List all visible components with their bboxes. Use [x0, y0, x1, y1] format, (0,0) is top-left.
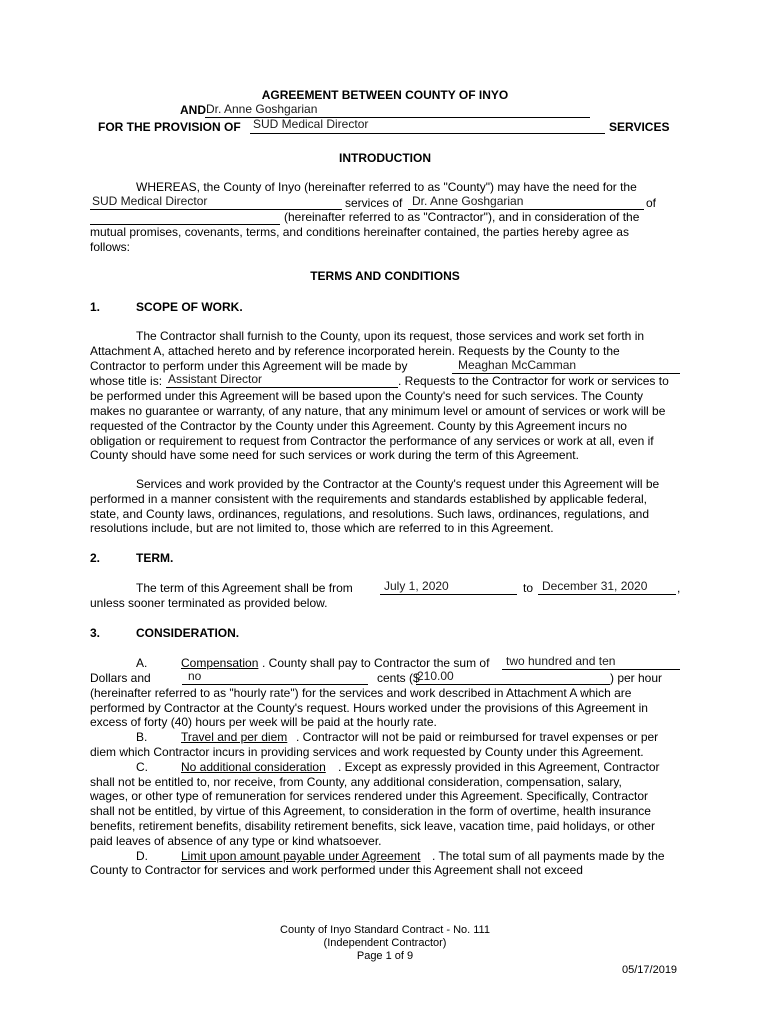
limit-line-2: County to Contractor for services and work performed under this Agreement shall not exceed: [90, 863, 583, 877]
s1-p1-line-1: The Contractor shall furnish to the County, upon its request, those services and work set forth in: [136, 329, 645, 343]
agreement-title: AGREEMENT BETWEEN COUNTY OF INYO: [261, 88, 509, 102]
s1-p1-line-6: makes no guarantee or warranty, of any nature, that any minimum level or amount of services or work will be: [90, 404, 666, 418]
intro-service-field[interactable]: SUD Medical Director: [92, 194, 208, 208]
amount-number-field[interactable]: 210.00: [417, 669, 454, 683]
section-3-title: CONSIDERATION.: [136, 626, 240, 640]
s1-p1-line-7: requested of the Contractor by the County under this Agreement. County by this Agreement incurs no: [90, 419, 627, 433]
term-line-1: The term of this Agreement shall be from: [136, 581, 353, 595]
requester-field[interactable]: Meaghan McCamman: [458, 358, 577, 372]
travel-line-1: . Contractor will not be paid or reimbursed for travel expenses or per: [296, 730, 659, 744]
and-label: AND: [180, 103, 206, 117]
cents-words-line: [182, 670, 368, 685]
provision-label: FOR THE PROVISION OF: [98, 120, 241, 134]
intro-contractor-field[interactable]: Dr. Anne Goshgarian: [412, 194, 524, 208]
start-date-field[interactable]: July 1, 2020: [384, 579, 449, 593]
no-additional-line-3: wages, or other type of remuneration for services rendered under this Agreement. Specifically, Contractor: [90, 789, 649, 803]
terms-heading: TERMS AND CONDITIONS: [310, 269, 460, 283]
intro-blank-line: [90, 212, 280, 225]
no-additional-title: No additional consideration: [181, 760, 326, 774]
service-name-field[interactable]: SUD Medical Director: [253, 117, 369, 131]
compensation-line-3: (hereinafter referred to as "hourly rate") for the services and work described in Attachment A which are: [90, 686, 632, 700]
s1-p2-line-1: Services and work provided by the Contractor at the County's request under this Agreement will be: [136, 477, 660, 491]
compensation-title: Compensation: [181, 656, 259, 670]
section-1-title: SCOPE OF WORK.: [136, 300, 243, 314]
item-b-label: B.: [136, 730, 148, 744]
intro-line-5: follows:: [90, 240, 131, 254]
no-additional-line-4: shall not be entitled, by virtue of this Agreement, to consideration in the form of overtime, health insurance: [90, 804, 651, 818]
comma-text: ,: [677, 581, 681, 595]
compensation-line-1: . County shall pay to Contractor the sum of: [262, 656, 490, 670]
footer-date: 05/17/2019: [622, 964, 678, 976]
s1-p1-line-3: Contractor to perform under this Agreement will be made by: [90, 359, 408, 373]
section-2-number: 2.: [90, 551, 101, 565]
s1-p2-line-3: state, and County laws, ordinances, regulations, and resolutions. Such laws, ordinances, regulations, and: [90, 507, 649, 521]
section-1-number: 1.: [90, 300, 101, 314]
dollars-and-text: Dollars and: [90, 671, 151, 685]
s1-p1-line-8: obligation or requirement to request from Contractor the performance of any services or work at all, even if: [90, 434, 654, 448]
no-additional-line-1: . Except as expressly provided in this Agreement, Contractor: [338, 760, 660, 774]
s1-p1-line-9: County should have some need for such services or work during the term of this Agreement.: [90, 448, 579, 462]
compensation-line-5: excess of forty (40) hours per week will be paid at the hourly rate.: [90, 715, 437, 729]
limit-title: Limit upon amount payable under Agreement: [181, 849, 421, 863]
section-2-title: TERM.: [136, 551, 174, 565]
services-of-text: services of: [345, 196, 403, 210]
services-label: SERVICES: [609, 120, 670, 134]
of-text: of: [646, 196, 657, 210]
cents-words-field[interactable]: no: [188, 669, 202, 683]
term-line-2: unless sooner terminated as provided below.: [90, 596, 328, 610]
compensation-line-4: performed by Contractor at the County's request. Hours worked under the provisions of this Agreement in: [90, 701, 648, 715]
per-hour-text: ) per hour: [610, 671, 663, 685]
s1-p2-line-2: performed in a manner consistent with the requirements and standards established by applicable federal,: [90, 492, 647, 506]
s1-p1-line-4a: whose title is:: [90, 374, 163, 388]
item-a-label: A.: [136, 656, 148, 670]
s1-p1-line-2: Attachment A, attached hereto and by reference incorporated herein. Requests by the County to the: [90, 344, 620, 358]
introduction-heading: INTRODUCTION: [339, 151, 431, 165]
footer-contract-type: (Independent Contractor): [323, 937, 447, 949]
limit-line-1: . The total sum of all payments made by the: [432, 849, 665, 863]
requester-title-field[interactable]: Assistant Director: [168, 372, 263, 386]
item-c-label: C.: [136, 760, 148, 774]
section-3-number: 3.: [90, 626, 101, 640]
item-d-label: D.: [136, 849, 148, 863]
travel-title: Travel and per diem: [181, 730, 288, 744]
footer-page-number: Page 1 of 9: [356, 950, 414, 962]
footer-contract-name: County of Inyo Standard Contract - No. 111: [280, 924, 490, 936]
intro-line-4: mutual promises, covenants, terms, and conditions hereinafter contained, the parties hereby agree as: [90, 225, 629, 239]
s1-p2-line-4: resolutions include, but are not limited to, those which are referred to in this Agreement.: [90, 521, 554, 535]
to-text: to: [523, 581, 534, 595]
intro-line-3: (hereinafter referred to as "Contractor"), and in consideration of the: [284, 210, 640, 224]
no-additional-line-5: benefits, retirement benefits, disability retirement benefits, sick leave, vacation time, paid holidays, or other: [90, 819, 655, 833]
s1-p1-line-4b: . Requests to the Contractor for work or services to: [398, 374, 669, 388]
no-additional-line-6: paid leaves of absence of any type or kind whatsoever.: [90, 834, 382, 848]
end-date-field[interactable]: December 31, 2020: [542, 579, 648, 593]
contractor-name-field[interactable]: Dr. Anne Goshgarian: [206, 102, 318, 116]
intro-line-1: WHEREAS, the County of Inyo (hereinafter referred to as "County") may have the need for the: [136, 180, 637, 194]
cents-label: cents ($: [377, 671, 420, 685]
no-additional-line-2: shall not be entitled to, nor receive, from County, any additional consideration, compensation, salary,: [90, 775, 622, 789]
s1-p1-line-5: be performed under this Agreement will be based upon the County's need for such services. The County: [90, 389, 644, 403]
amount-words-field[interactable]: two hundred and ten: [506, 654, 616, 668]
travel-line-2: diem which Contractor incurs in providing services and work requested by County under this Agreement.: [90, 745, 644, 759]
